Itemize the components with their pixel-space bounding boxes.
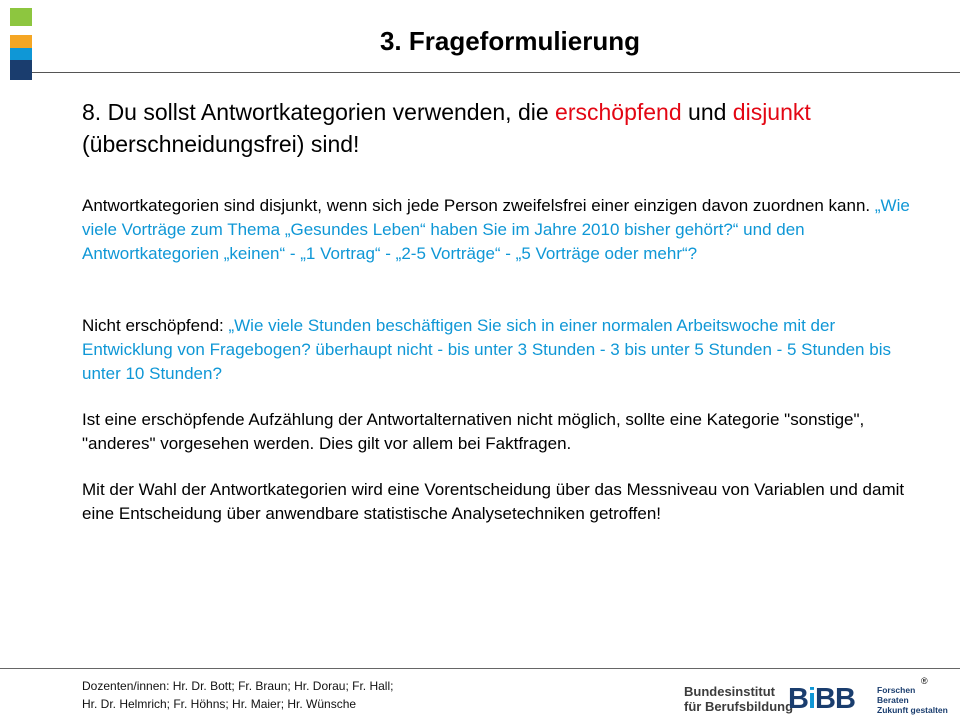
logo-mark-b: B <box>788 683 808 715</box>
logo-bibb-mark <box>788 682 855 716</box>
disjunkt-example: „Wie viele Vorträge zum Thema „Gesundes Leben“ haben Sie im Jahre 2010 bisher gehört?“ und den Antwortkategorien „keinen“ - „1 Vortrag“ - „2-5 Vorträge“ - „5 Vorträge oder mehr“? <box>82 196 910 263</box>
stripe-green <box>10 8 32 26</box>
logo-claim-line-2: Beraten <box>877 695 909 705</box>
heading-text-2: und <box>681 99 733 125</box>
stripe-orange <box>10 35 32 48</box>
heading-highlight-disjunkt: disjunkt <box>732 99 811 125</box>
logo-institute-line-1: Bundesinstitut <box>684 684 775 699</box>
logo-institute-line-2: für Berufsbildung <box>684 699 794 714</box>
nicht-erschoepfend-example: „Wie viele Stunden beschäftigen Sie sich in einer normalen Arbeitswoche mit der Entwicklung von Fragebogen? überhaupt nicht - bis unter 3 Stunden - 3 bis unter 5 Stunden - 5 Stunden bis unter 10 Stunden? <box>82 316 891 383</box>
paragraph-messniveau: Mit der Wahl der Antwortkategorien wird eine Vorentscheidung über das Messniveau von Variablen und damit eine Entscheidung über anwendbare statistische Analysetechniken getroffen! <box>82 480 905 523</box>
logo-claim-line-3: Zukunft gestalten <box>877 705 948 715</box>
rule-heading <box>82 96 922 160</box>
color-stripe-decoration <box>10 8 32 80</box>
stripe-blue <box>10 48 32 60</box>
footer-line-2: Hr. Dr. Helmrich; Fr. Höhns; Hr. Maier; Hr. Wünsche <box>82 697 357 711</box>
paragraph-nicht-erschoepfend <box>82 314 922 386</box>
logo-claim <box>877 685 948 715</box>
stripe-gap <box>10 26 32 35</box>
logo-mark-i: i <box>807 683 816 715</box>
stripe-navy <box>10 60 32 80</box>
title-divider <box>32 72 960 73</box>
footer-lecturers <box>82 677 393 713</box>
logo-mark-bb: BB <box>815 683 855 715</box>
heading-text-3: (überschneidungsfrei) sind! <box>82 131 360 157</box>
heading-highlight-erschoepfend: erschöpfend <box>555 99 682 125</box>
logo-claim-line-1: Forschen <box>877 685 916 695</box>
registered-mark: ® <box>921 676 928 686</box>
disjunkt-definition: Antwortkategorien sind disjunkt, wenn sich jede Person zweifelsfrei einer einzigen davon zuordnen kann. <box>82 196 875 215</box>
paragraph-sonstige: Ist eine erschöpfende Aufzählung der Antwortalternativen nicht möglich, sollte eine Kategorie "sonstige", "anderes" vorgesehen werden. Dies gilt vor allem bei Faktfragen. <box>82 410 865 453</box>
logo-institute-name <box>684 684 793 714</box>
slide-title: 3. Frageformulierung <box>379 26 640 56</box>
heading-text-1: 8. Du sollst Antwortkategorien verwenden, die <box>82 99 556 125</box>
slide-content <box>82 96 922 526</box>
nicht-erschoepfend-label: Nicht erschöpfend: <box>82 316 229 335</box>
footer-divider <box>0 668 960 669</box>
footer-line-1: Dozenten/innen: Hr. Dr. Bott; Fr. Braun; Hr. Dorau; Fr. Hall; <box>82 679 394 693</box>
paragraph-disjunkt <box>82 194 922 266</box>
